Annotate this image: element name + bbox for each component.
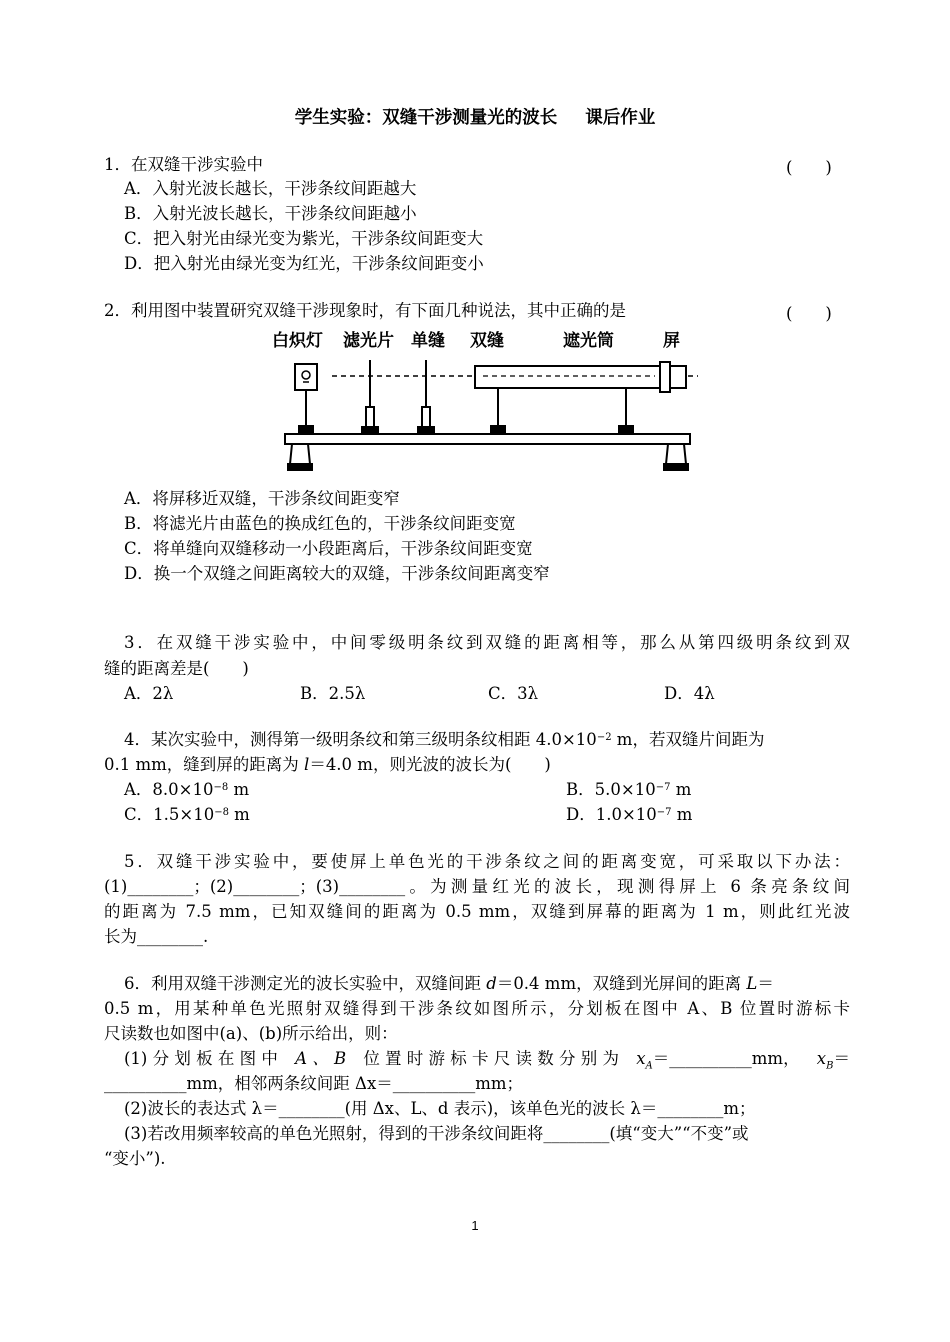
q3-line2: 缝的距离差是( ) xyxy=(104,659,249,678)
q4-option-d: D．$1.0\times 10^{-7}$ m xyxy=(566,805,693,824)
label-single-slit: 单缝 xyxy=(411,331,445,351)
q5-line1: 5．双缝干涉实验中，要使屏上单色光的干涉条纹之间的距离变宽，可采取以下办法： xyxy=(124,852,850,871)
q1-option-c: C．把入射光由绿光变为紫光，干涉条纹间距变大 xyxy=(124,229,484,248)
q6-sub2: (2)波长的表达式 λ＝________(用 Δx、L、d 表示)，该单色光的波长 λ＝________m； xyxy=(124,1099,756,1118)
q4-option-b: B．$5.0\times 10^{-7}$ m xyxy=(566,780,692,799)
q3-option-a: A．2λ xyxy=(124,684,174,703)
label-double-slit: 双缝 xyxy=(470,331,504,351)
q1-option-b: B．入射光波长越长，干涉条纹间距越小 xyxy=(124,204,417,223)
apparatus-figure xyxy=(270,322,700,477)
q6-line3: 尺读数也如图中(a)、(b)所示给出，则： xyxy=(104,1024,398,1043)
q3-option-c: C．3λ xyxy=(488,684,539,703)
page-number: 1 xyxy=(471,1218,479,1233)
single-slit-shape xyxy=(418,360,434,434)
q2-option-b: B．将滤光片由蓝色的换成红色的，干涉条纹间距变宽 xyxy=(124,514,516,533)
label-lamp: 白炽灯 xyxy=(272,331,323,351)
q1-stem: 1．在双缝干涉实验中 xyxy=(104,155,263,174)
q2-option-a: A．将屏移近双缝，干涉条纹间距变窄 xyxy=(124,489,400,508)
q3-option-d: D．4λ xyxy=(664,684,715,703)
q1-answer-paren: ( ) xyxy=(786,158,832,177)
lamp-shape xyxy=(295,364,317,433)
page-title: 学生实验：双缝干涉测量光的波长 课后作业 xyxy=(294,108,656,128)
optical-bench xyxy=(285,434,690,470)
q6-sub3-line2: “变小”). xyxy=(104,1149,166,1168)
q5-line3: 的距离为 7.5 mm，已知双缝间的距离为 0.5 mm，双缝到屏幕的距离为 1 m，则此红光波 xyxy=(104,902,850,921)
q2-option-d: D．换一个双缝之间距离较大的双缝，干涉条纹间距离变窄 xyxy=(124,564,550,583)
q6-sub3-line1: (3)若改用频率较高的单色光照射，得到的干涉条纹间距将________(填“变大”“不变”或 xyxy=(124,1124,749,1143)
label-screen: 屏 xyxy=(663,331,680,351)
q1-option-a: A．入射光波长越长，干涉条纹间距越大 xyxy=(124,179,417,198)
q1-option-d: D．把入射光由绿光变为红光，干涉条纹间距变小 xyxy=(124,254,484,273)
q2-stem: 2．利用图中装置研究双缝干涉现象时，有下面几种说法，其中正确的是 xyxy=(104,301,626,320)
q4-option-c: C．$1.5\times 10^{-8}$ m xyxy=(124,805,250,824)
q5-line4: 长为________. xyxy=(104,927,209,946)
q6-sub1-line1: (1) 分 划 板 在 图 中 A 、 B 位 置 时 游 标 卡 尺 读 数 分 别 为 $x_A=\_\_\_\_\_\_\_\_\_\_mm$， $x_B=$ xyxy=(124,1049,850,1072)
q4-option-a: A．$8.0\times 10^{-8}$ m xyxy=(124,780,250,799)
filter-shape xyxy=(362,360,378,434)
label-tube: 遮光筒 xyxy=(563,331,614,351)
q5-line2: (1)________；(2)________；(3)________。为测量红光的波长，现测得屏上 6 条亮条纹间 xyxy=(104,877,850,896)
q6-sub1-line2: __________mm，相邻两条纹间距 Δx＝__________mm； xyxy=(104,1074,524,1093)
q6-line1: 6．利用双缝干涉测定光的波长实验中，双缝间距 d＝0.4 mm，双缝到光屏间的距离 L＝ xyxy=(124,974,774,993)
q6-line2: 0.5 m，用某种单色光照射双缝得到干涉条纹如图所示，分划板在图中 A、B 位置时游标卡 xyxy=(104,999,850,1018)
q3-option-b: B．2.5λ xyxy=(300,684,366,703)
q4-line1: 4．某次实验中，测得第一级明条纹和第三级明条纹相距 $4.0\times 10^{-2}$ m，若双缝片间距为 xyxy=(124,730,765,749)
label-filter: 滤光片 xyxy=(343,331,394,351)
tube-shape xyxy=(475,362,686,433)
q2-option-c: C．将单缝向双缝移动一小段距离后，干涉条纹间距变宽 xyxy=(124,539,533,558)
q3-line1: 3．在双缝干涉实验中，中间零级明条纹到双缝的距离相等，那么从第四级明条纹到双 xyxy=(124,633,850,652)
q4-line2: 0.1 mm，缝到屏的距离为 l＝4.0 m，则光波的波长为( ) xyxy=(104,755,551,774)
q2-answer-paren: ( ) xyxy=(786,304,832,323)
